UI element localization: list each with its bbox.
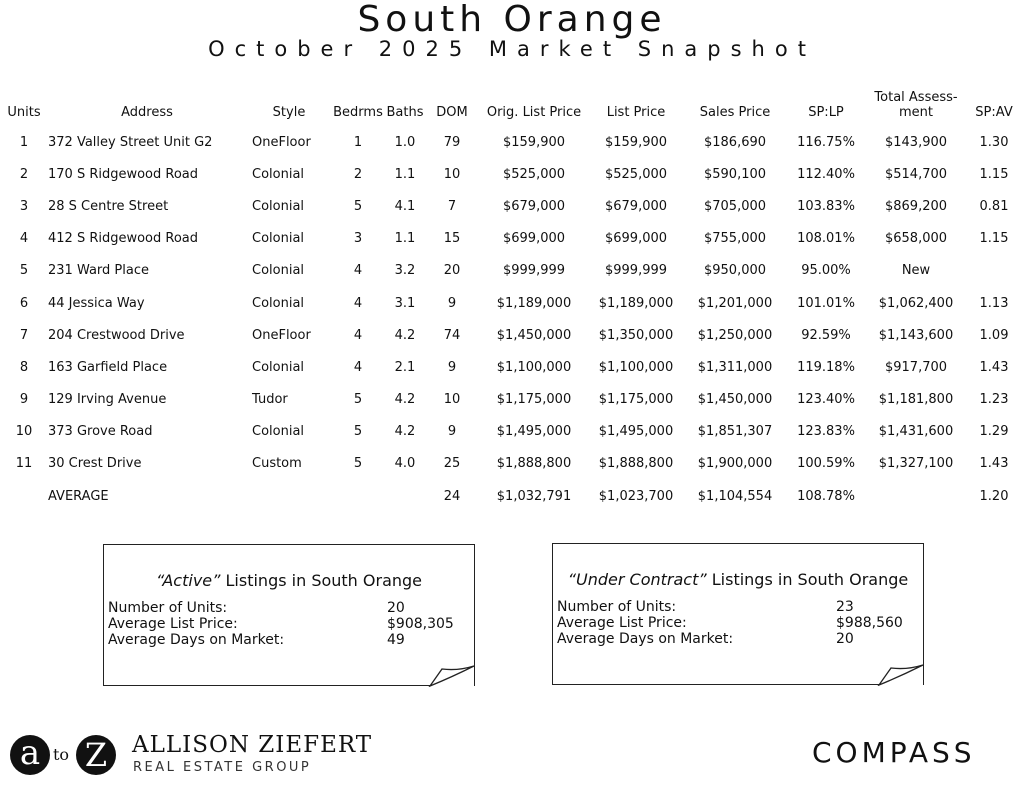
cell-bedrms: 4 [353, 263, 363, 279]
cell-unit: 2 [19, 166, 29, 182]
cell-baths: 4.2 [394, 424, 416, 440]
average-dom: 24 [443, 488, 461, 504]
active-box-title-italic: “Active” [155, 571, 221, 590]
cell-dom: 9 [447, 295, 457, 311]
cell-total-assessment: $658,000 [884, 231, 948, 247]
cell-dom: 25 [443, 456, 461, 472]
cell-bedrms: 3 [353, 231, 363, 247]
cell-list-price: $1,350,000 [598, 327, 674, 343]
cell-sales-price: $950,000 [703, 263, 767, 279]
cell-style: Colonial [252, 359, 305, 375]
cell-dom: 9 [447, 359, 457, 375]
cell-baths: 3.2 [394, 263, 416, 279]
col-header-address: Address [121, 105, 173, 120]
cell-style: OneFloor [252, 327, 311, 343]
cell-sp-lp: 119.18% [797, 359, 855, 375]
cell-total-assessment: $1,143,600 [878, 327, 954, 343]
col-header-style: Style [272, 105, 306, 120]
active-box-title-rest: Listings in South Orange [220, 571, 423, 590]
allison-ziefert-logo [10, 732, 373, 775]
cell-sp-av: 1.30 [979, 134, 1009, 150]
cell-total-assessment: $1,327,100 [878, 456, 954, 472]
cell-sp-lp: 95.00% [801, 263, 851, 279]
table-row [0, 255, 1020, 287]
col-header-total-assessment [864, 80, 968, 126]
cell-style: Colonial [252, 166, 305, 182]
cell-style: Colonial [252, 198, 305, 214]
cell-sp-av: 1.13 [979, 295, 1009, 311]
cell-bedrms: 5 [353, 198, 363, 214]
col-header-sp-av: SP:AV [975, 105, 1013, 120]
contract-avg-price-value: $988,560 [836, 615, 903, 631]
cell-sp-av: 1.43 [979, 359, 1009, 375]
cell-style: Tudor [252, 392, 288, 408]
contract-box-title-rest: Listings in South Orange [706, 570, 909, 589]
cell-unit: 8 [19, 359, 29, 375]
cell-sp-lp: 101.01% [797, 295, 855, 311]
cell-unit: 11 [15, 456, 33, 472]
cell-bedrms: 5 [353, 392, 363, 408]
cell-sp-lp: 116.75% [797, 134, 855, 150]
cell-dom: 9 [447, 424, 457, 440]
under-contract-box [552, 543, 924, 685]
cell-bedrms: 4 [353, 327, 363, 343]
cell-sp-av: 1.23 [979, 392, 1009, 408]
cell-total-assessment: $514,700 [884, 166, 948, 182]
cell-list-price: $1,888,800 [598, 456, 674, 472]
cell-orig-list-price: $1,888,800 [496, 456, 572, 472]
cell-style: Colonial [252, 263, 305, 279]
cell-baths: 1.0 [394, 134, 416, 150]
cell-list-price: $999,999 [604, 263, 668, 279]
contract-avg-dom-value: 20 [836, 631, 854, 647]
table-row [0, 287, 1020, 319]
page-curl-icon [877, 664, 925, 686]
cell-baths: 4.2 [394, 392, 416, 408]
cell-address: 28 S Centre Street [48, 198, 169, 214]
brand-subtitle: REAL ESTATE GROUP [133, 760, 312, 775]
cell-orig-list-price: $699,000 [502, 231, 566, 247]
cell-orig-list-price: $679,000 [502, 198, 566, 214]
cell-sales-price: $705,000 [703, 198, 767, 214]
cell-unit: 5 [19, 263, 29, 279]
cell-dom: 10 [443, 392, 461, 408]
contract-units-value: 23 [836, 599, 854, 615]
cell-orig-list-price: $159,900 [502, 134, 566, 150]
cell-list-price: $1,189,000 [598, 295, 674, 311]
logo-z-letter: Z [84, 736, 108, 774]
logo-a-letter: a [19, 733, 41, 773]
cell-baths: 3.1 [394, 295, 416, 311]
cell-bedrms: 1 [353, 134, 363, 150]
table-header-row [0, 80, 1020, 126]
active-avg-dom-value: 49 [387, 632, 405, 648]
cell-total-assessment: $1,181,800 [878, 392, 954, 408]
average-splp: 108.78% [797, 488, 855, 504]
cell-sp-av: 1.09 [979, 327, 1009, 343]
average-sales: $1,104,554 [697, 488, 773, 504]
table-row [0, 448, 1020, 480]
cell-sp-av: 0.81 [979, 198, 1009, 214]
cell-unit: 4 [19, 231, 29, 247]
average-label: AVERAGE [48, 488, 109, 504]
logo-to: to [53, 745, 70, 764]
logo-z-circle [76, 735, 116, 775]
cell-dom: 79 [443, 134, 461, 150]
cell-orig-list-price: $1,495,000 [496, 424, 572, 440]
table-row [0, 319, 1020, 351]
table-row [0, 126, 1020, 158]
cell-total-assessment: $869,200 [884, 198, 948, 214]
cell-sales-price: $186,690 [703, 134, 767, 150]
cell-sp-lp: 108.01% [797, 231, 855, 247]
cell-dom: 15 [443, 231, 461, 247]
cell-dom: 7 [447, 198, 457, 214]
col-header-dom: DOM [436, 105, 468, 120]
table-body [0, 126, 1020, 512]
cell-baths: 1.1 [394, 231, 416, 247]
cell-address: 372 Valley Street Unit G2 [48, 134, 213, 150]
active-units-label: Number of Units: [108, 600, 228, 616]
average-empty-cell [332, 480, 384, 512]
cell-sales-price: $1,311,000 [697, 359, 773, 375]
cell-bedrms: 5 [353, 424, 363, 440]
cell-bedrms: 4 [353, 295, 363, 311]
active-avg-price-label: Average List Price: [108, 616, 238, 632]
average-list: $1,023,700 [598, 488, 674, 504]
cell-sales-price: $1,250,000 [697, 327, 773, 343]
cell-total-assessment: $1,062,400 [878, 295, 954, 311]
cell-address: 163 Garfield Place [48, 359, 168, 375]
cell-sales-price: $1,900,000 [697, 456, 773, 472]
cell-address: 231 Ward Place [48, 263, 149, 279]
cell-style: Custom [252, 456, 302, 472]
col-header-sp-lp: SP:LP [808, 105, 844, 120]
contract-box-title-italic: “Under Contract” [567, 570, 707, 589]
cell-style: OneFloor [252, 134, 311, 150]
table-row [0, 416, 1020, 448]
cell-baths: 4.2 [394, 327, 416, 343]
cell-sales-price: $1,450,000 [697, 392, 773, 408]
cell-sales-price: $755,000 [703, 231, 767, 247]
cell-orig-list-price: $999,999 [502, 263, 566, 279]
col-header-list-price: List Price [606, 105, 666, 120]
contract-avg-price-label: Average List Price: [557, 615, 687, 631]
average-empty-cell [384, 480, 426, 512]
cell-sales-price: $1,851,307 [697, 424, 773, 440]
cell-total-assessment: $917,700 [884, 359, 948, 375]
cell-sp-lp: 123.40% [797, 392, 855, 408]
cell-bedrms: 5 [353, 456, 363, 472]
active-avg-price-value: $908,305 [387, 616, 454, 632]
page-curl-icon [428, 665, 476, 687]
cell-orig-list-price: $1,450,000 [496, 327, 572, 343]
cell-orig-list-price: $1,189,000 [496, 295, 572, 311]
cell-dom: 20 [443, 263, 461, 279]
table-average-row [0, 480, 1020, 512]
cell-address: 204 Crestwood Drive [48, 327, 185, 343]
cell-baths: 1.1 [394, 166, 416, 182]
cell-total-assessment: $1,431,600 [878, 424, 954, 440]
cell-sales-price: $590,100 [703, 166, 767, 182]
cell-address: 30 Crest Drive [48, 456, 142, 472]
cell-address: 170 S Ridgewood Road [48, 166, 199, 182]
cell-orig-list-price: $1,100,000 [496, 359, 572, 375]
cell-list-price: $1,495,000 [598, 424, 674, 440]
cell-sp-av: 1.15 [979, 231, 1009, 247]
cell-total-assessment: $143,900 [884, 134, 948, 150]
cell-sp-av: 1.29 [979, 424, 1009, 440]
active-units-value: 20 [387, 600, 405, 616]
cell-sp-lp: 112.40% [797, 166, 855, 182]
cell-baths: 4.0 [394, 456, 416, 472]
cell-unit: 6 [19, 295, 29, 311]
cell-sp-av [968, 255, 1020, 287]
cell-sp-av: 1.43 [979, 456, 1009, 472]
cell-sp-lp: 103.83% [797, 198, 855, 214]
cell-address: 44 Jessica Way [48, 295, 145, 311]
cell-sp-lp: 123.83% [797, 424, 855, 440]
cell-baths: 4.1 [394, 198, 416, 214]
active-avg-dom-label: Average Days on Market: [108, 632, 285, 648]
table-row [0, 351, 1020, 383]
cell-orig-list-price: $1,175,000 [496, 392, 572, 408]
compass-logo: COMPASS [812, 736, 976, 769]
market-table [0, 80, 1020, 512]
cell-unit: 9 [19, 392, 29, 408]
active-box-title [104, 571, 474, 590]
cell-dom: 74 [443, 327, 461, 343]
active-listings-box [103, 544, 475, 686]
cell-style: Colonial [252, 424, 305, 440]
cell-address: 373 Grove Road [48, 424, 153, 440]
cell-baths: 2.1 [394, 359, 416, 375]
cell-bedrms: 2 [353, 166, 363, 182]
cell-unit: 1 [19, 134, 29, 150]
logo-a-circle [10, 735, 50, 775]
table-row [0, 158, 1020, 190]
table-row [0, 223, 1020, 255]
cell-style: Colonial [252, 295, 305, 311]
cell-list-price: $679,000 [604, 198, 668, 214]
page-title: South Orange [357, 0, 667, 40]
cell-total-assessment: New [901, 263, 931, 279]
average-assess [864, 480, 968, 512]
page-subtitle: October 2025 Market Snapshot [208, 37, 816, 61]
average-orig: $1,032,791 [496, 488, 572, 504]
contract-box-title [553, 570, 923, 589]
average-empty-cell [246, 480, 332, 512]
cell-dom: 10 [443, 166, 461, 182]
cell-list-price: $159,900 [604, 134, 668, 150]
cell-list-price: $1,175,000 [598, 392, 674, 408]
cell-list-price: $525,000 [604, 166, 668, 182]
cell-unit: 7 [19, 327, 29, 343]
contract-avg-dom-label: Average Days on Market: [557, 631, 734, 647]
col-header-baths: Baths [386, 105, 424, 120]
cell-list-price: $1,100,000 [598, 359, 674, 375]
cell-unit: 3 [19, 198, 29, 214]
average-empty-cell [0, 480, 48, 512]
col-header-units: Units [7, 105, 41, 120]
average-spav: 1.20 [979, 488, 1009, 504]
cell-address: 129 Irving Avenue [48, 392, 167, 408]
contract-units-label: Number of Units: [557, 599, 677, 615]
cell-orig-list-price: $525,000 [502, 166, 566, 182]
table-row [0, 190, 1020, 222]
col-header-bedrms: Bedrms [333, 105, 383, 120]
col-header-orig-list-price: Orig. List Price [486, 105, 582, 120]
cell-sp-lp: 100.59% [797, 456, 855, 472]
cell-sales-price: $1,201,000 [697, 295, 773, 311]
cell-address: 412 S Ridgewood Road [48, 231, 199, 247]
col-header-total-assessment-line2: ment [899, 105, 933, 120]
cell-sp-lp: 92.59% [801, 327, 851, 343]
cell-list-price: $699,000 [604, 231, 668, 247]
cell-sp-av: 1.15 [979, 166, 1009, 182]
col-header-total-assessment-line1: Total Assess- [874, 90, 958, 105]
table-row [0, 384, 1020, 416]
cell-unit: 10 [15, 424, 33, 440]
cell-style: Colonial [252, 231, 305, 247]
cell-bedrms: 4 [353, 359, 363, 375]
brand-name: ALLISON ZIEFERT [132, 732, 373, 758]
col-header-sales-price: Sales Price [699, 105, 771, 120]
